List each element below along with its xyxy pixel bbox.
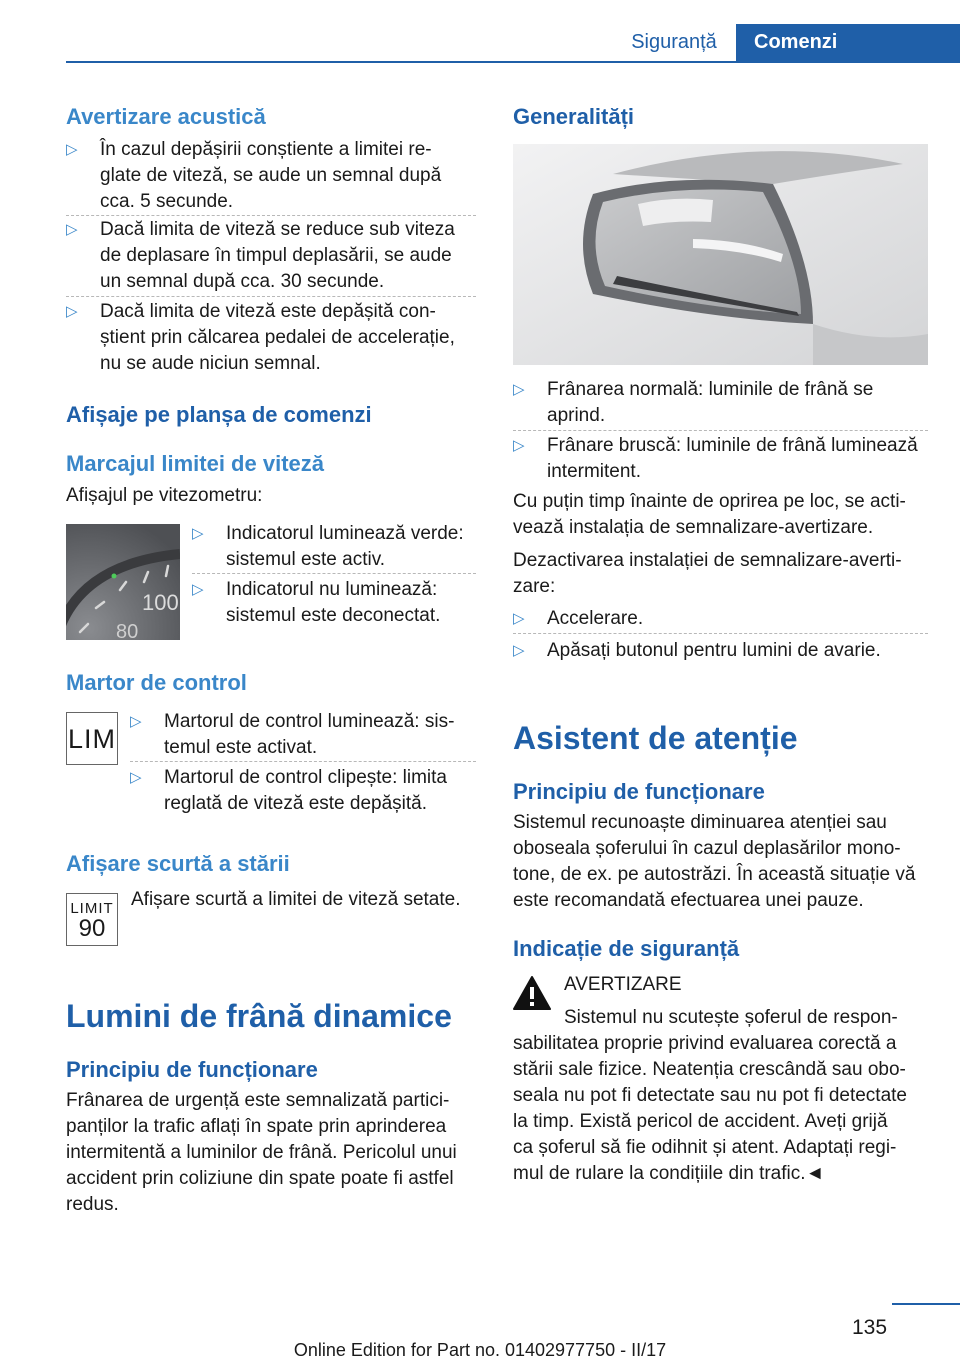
bullet-marker-icon: ▷	[513, 437, 525, 454]
heading-afisare-scurta: Afișare scurtă a stării	[66, 851, 290, 876]
divider	[513, 633, 928, 634]
bullet-marker-icon: ▷	[66, 141, 78, 158]
divider	[130, 761, 476, 762]
paragraph-line: Cu puțin timp înainte de oprirea pe loc, se acti-	[513, 491, 906, 512]
intro-text: Afișajul pe vitezometru:	[66, 485, 263, 506]
list-item-line: Dacă limita de viteză se reduce sub viteza	[100, 219, 455, 240]
paragraph-line: Frânarea de urgență este semnalizată partici-	[66, 1090, 450, 1111]
speedometer-graphic	[66, 524, 180, 640]
paragraph-line: ca șoferul să fie odihnit și atent. Adaptați regi-	[513, 1137, 897, 1158]
heading-afisaje-plansa: Afișaje pe planșa de comenzi	[66, 402, 372, 427]
paragraph-line: mul de rulare la condițiile din trafic.◄	[513, 1163, 825, 1184]
list-item-line: cca. 5 secunde.	[100, 191, 234, 212]
divider	[66, 296, 476, 297]
footer-rule	[892, 1303, 960, 1305]
paragraph-line: este recomandată efectuarea unei pauze.	[513, 890, 864, 911]
list-item-line: Accelerare.	[547, 608, 644, 629]
bullet-marker-icon: ▷	[192, 525, 204, 542]
paragraph-line: vează instalația de semnalizare-avertizare.	[513, 517, 874, 538]
list-item-line: sistemul este deconectat.	[226, 605, 441, 626]
heading-generalitati: Generalități	[513, 104, 635, 129]
list-item-line: Frânare bruscă: luminile de frână luminează	[547, 435, 918, 456]
paragraph-line: accident prin coliziune din spate poate fi astfel	[66, 1168, 454, 1189]
heading-martor-control: Martor de control	[66, 670, 247, 695]
divider	[192, 573, 476, 574]
list-item-line: reglată de viteză este depășită.	[164, 793, 428, 814]
paragraph	[66, 1088, 480, 1218]
paragraph-line: Sistemul nu scutește șoferul de respon-	[564, 1007, 898, 1028]
paragraph-line: panților la trafic aflați în spate prin aprinderea	[66, 1116, 447, 1137]
warning-label: AVERTIZARE	[564, 974, 682, 995]
bullet-marker-icon: ▷	[513, 381, 525, 398]
paragraph	[513, 489, 933, 541]
list-item-line: Dacă limita de viteză este depășită con-	[100, 301, 436, 322]
list-item-line: intermitent.	[547, 461, 641, 482]
heading-indicatie-siguranta: Indicație de siguranță	[513, 936, 740, 961]
paragraph-line: tone, de ex. pe autostrăzi. În această situație vă	[513, 864, 916, 885]
paragraph-line: sabilitatea proprie privind evaluarea corectă a	[513, 1033, 897, 1054]
chapter-title-asistent-atentie: Asistent de atenție	[513, 720, 798, 756]
gauge-number: 100	[142, 590, 179, 615]
list-item-line: glate de viteză, se aude un semnal după	[100, 165, 442, 186]
lim-indicator-icon: LIM	[66, 712, 118, 765]
paragraph	[513, 810, 933, 914]
list-item-line: de deplasare în timpul deplasării, se aude	[100, 245, 452, 266]
brake-light-image	[513, 144, 928, 365]
heading-principiu-functionare: Principiu de funcționare	[66, 1057, 318, 1082]
list-item-line: Frânarea normală: luminile de frână se	[547, 379, 874, 400]
list-item-line: sistemul este activ.	[226, 549, 386, 570]
list-item-line: Martorul de control luminează: sis-	[164, 711, 455, 732]
status-text: Afișare scurtă a limitei de viteză setate.	[131, 889, 461, 910]
list-item-line: știent prin călcarea pedalei de accelerație,	[100, 327, 455, 348]
paragraph	[513, 548, 933, 600]
list-item-line: un semnal după cca. 30 secunde.	[100, 271, 385, 292]
header-tab-comenzi[interactable]: Comenzi	[736, 24, 960, 61]
divider	[513, 430, 928, 431]
list-item-line: În cazul depășirii conștiente a limitei re-	[100, 139, 432, 160]
tail-light-graphic	[513, 144, 928, 365]
bullet-marker-icon: ▷	[130, 713, 142, 730]
heading-principiu-functionare: Principiu de funcționare	[513, 779, 765, 804]
paragraph-line: Sistemul recunoaște diminuarea atenției sau	[513, 812, 887, 833]
list-item-line: Indicatorul luminează verde:	[226, 523, 464, 544]
bullet-marker-icon: ▷	[513, 610, 525, 627]
chapter-title-lumini-frana: Lumini de frână dinamice	[66, 998, 452, 1034]
warning-paragraph	[513, 1005, 933, 1187]
list-item-line: nu se aude niciun semnal.	[100, 353, 321, 374]
list-item-line: temul este activat.	[164, 737, 318, 758]
page-number: 135	[852, 1316, 888, 1339]
list-item-line: Martorul de control clipește: limita	[164, 767, 447, 788]
bullet-marker-icon: ▷	[66, 303, 78, 320]
bullet-marker-icon: ▷	[66, 221, 78, 238]
paragraph-line: stării sale fizice. Neatenția crescândă sau obo-	[513, 1059, 906, 1080]
list-item-line: aprind.	[547, 405, 606, 426]
list-item-line: Indicatorul nu luminează:	[226, 579, 438, 600]
header-rule	[66, 61, 960, 63]
limit-icon-label: LIMIT	[70, 900, 114, 917]
paragraph-line: redus.	[66, 1194, 119, 1215]
paragraph-line: Dezactivarea instalației de semnalizare-averti-	[513, 550, 902, 571]
speedometer-image	[66, 524, 180, 640]
header-tab-siguranta[interactable]: Siguranță	[631, 31, 717, 53]
heading-marcajul-limitei: Marcajul limitei de viteză	[66, 451, 324, 476]
paragraph-line: oboseala șoferului în cazul deplasărilor mono-	[513, 838, 901, 859]
gauge-number: 80	[116, 621, 139, 640]
divider	[66, 215, 476, 216]
paragraph-line: seala nu pot fi detectate sau nu pot fi detectate	[513, 1085, 907, 1106]
footer-edition: Online Edition for Part no. 01402977750 - II/17	[293, 1340, 667, 1360]
bullet-marker-icon: ▷	[513, 642, 525, 659]
bullet-marker-icon: ▷	[192, 581, 204, 598]
limit-90-icon	[66, 893, 118, 946]
heading-avertizare-acustica: Avertizare acustică	[66, 104, 266, 129]
paragraph-line: zare:	[513, 576, 556, 597]
limit-icon-value: 90	[78, 915, 106, 942]
bullet-marker-icon: ▷	[130, 769, 142, 786]
list-item-line: Apăsați butonul pentru lumini de avarie.	[547, 640, 881, 661]
paragraph-line: la timp. Există pericol de accident. Aveți grijă	[513, 1111, 888, 1132]
paragraph-line: intermitentă a luminilor de frână. Pericolul unui	[66, 1142, 457, 1163]
